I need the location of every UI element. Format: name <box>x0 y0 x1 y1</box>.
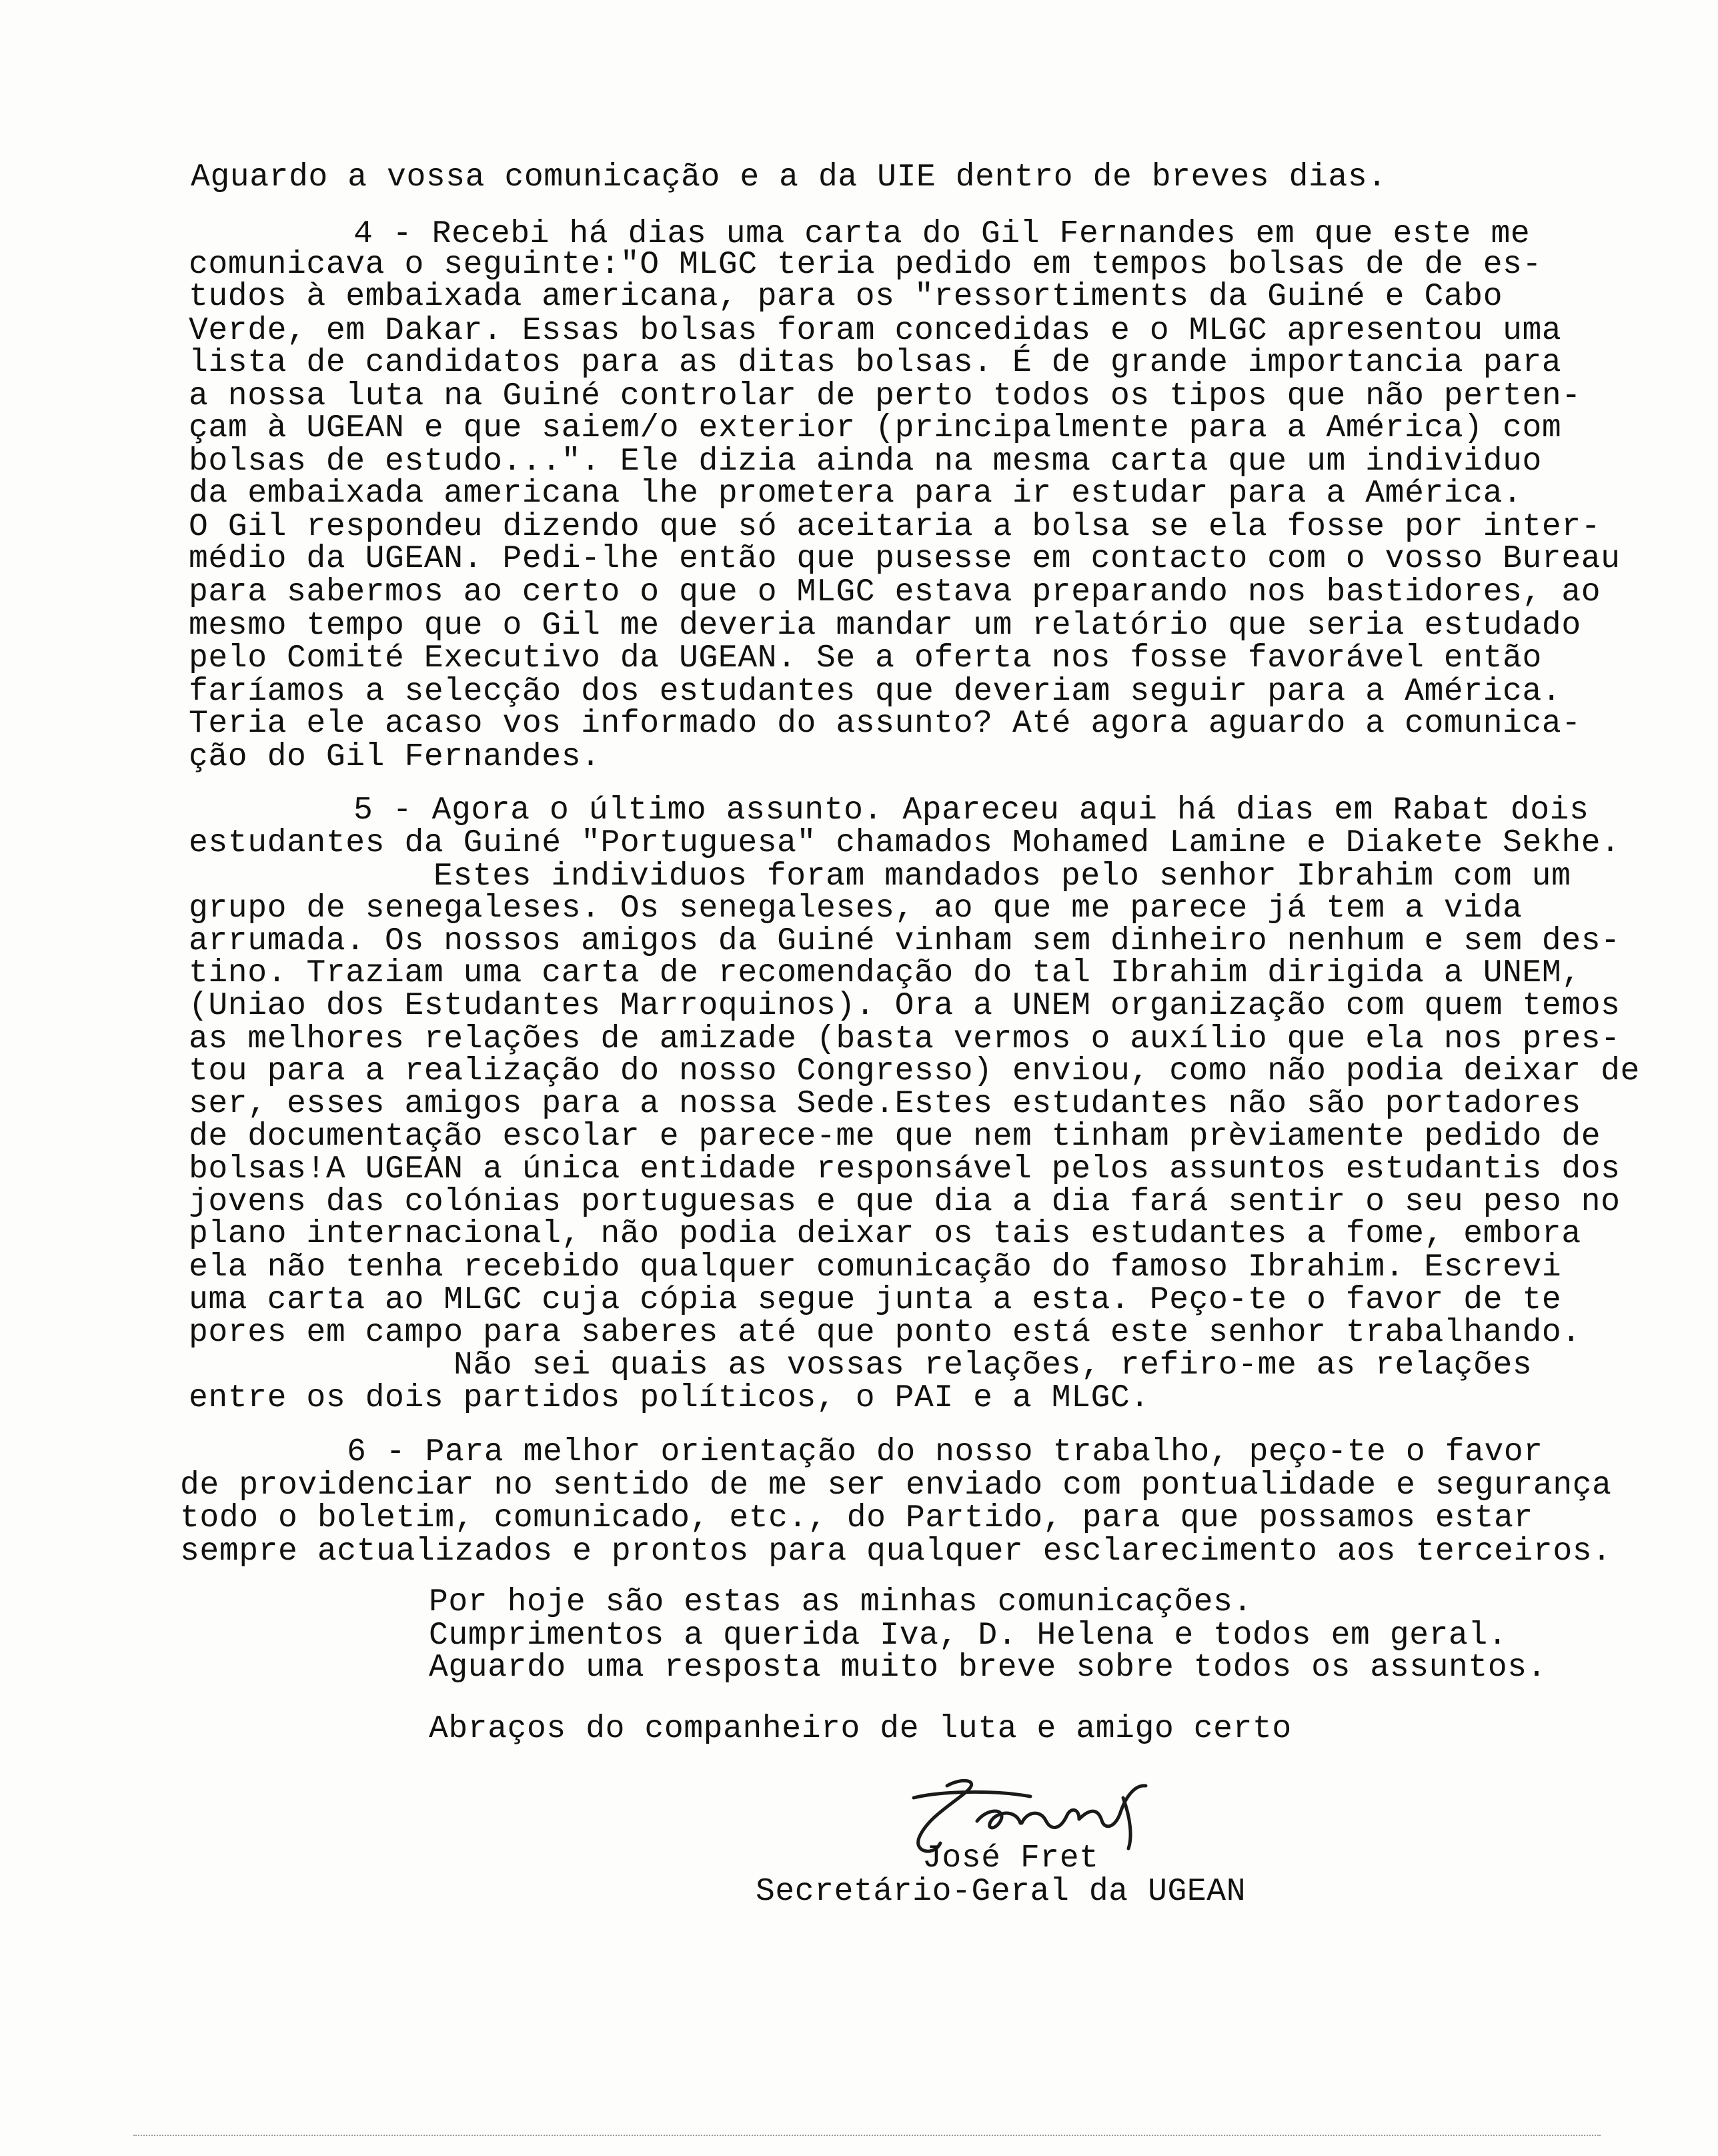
letter-line: jovens das colónias portuguesas e que dia a dia fará sentir o seu peso no <box>189 1184 1621 1220</box>
letter-line: comunicava o seguinte:"O MLGC teria pedido em tempos bolsas de de es- <box>189 247 1542 283</box>
letter-line: tou para a realização do nosso Congresso) enviou, como não podia deixar de <box>189 1053 1640 1089</box>
closing-line: Abraços do companheiro de luta e amigo certo <box>429 1711 1292 1747</box>
letter-line: da embaixada americana lhe prometera para ir estudar para a América. <box>189 476 1523 512</box>
letter-line: entre os dois partidos políticos, o PAI e a MLGC. <box>189 1380 1150 1416</box>
letter-line: çam à UGEAN e que saiem/o exterior (principalmente para a América) com <box>189 410 1562 446</box>
letter-line: bolsas de estudo...". Ele dizia ainda na mesma carta que um individuo <box>189 444 1542 480</box>
letter-line: as melhores relações de amizade (basta vermos o auxílio que ela nos pres- <box>189 1021 1621 1057</box>
signatory-title: Secretário-Geral da UGEAN <box>756 1874 1246 1910</box>
letter-line: uma carta ao MLGC cuja cópia segue junta a esta. Peço-te o favor de te <box>189 1282 1562 1318</box>
letter-line: Aguardo a vossa comunicação e a da UIE dentro de breves dias. <box>191 159 1387 195</box>
letter-line: faríamos a selecção dos estudantes que deveriam seguir para a América. <box>189 674 1562 710</box>
letter-line: plano internacional, não podia deixar os tais estudantes a fome, embora <box>189 1216 1581 1252</box>
letter-line: para sabermos ao certo o que o MLGC estava preparando nos bastidores, ao <box>189 574 1601 610</box>
letter-line: Não sei quais as vossas relações, refiro-me as relações <box>454 1348 1533 1384</box>
letter-line: ela não tenha recebido qualquer comunicação do famoso Ibrahim. Escrevi <box>189 1249 1562 1285</box>
letter-line: Cumprimentos a querida Iva, D. Helena e todos em geral. <box>429 1618 1508 1654</box>
letter-line: Aguardo uma resposta muito breve sobre todos os assuntos. <box>429 1650 1547 1686</box>
letter-line: bolsas!A UGEAN a única entidade responsável pelos assuntos estudantis dos <box>189 1151 1621 1187</box>
letter-line: tino. Traziam uma carta de recomendação do tal Ibrahim dirigida a UNEM, <box>189 955 1581 991</box>
letter-line: todo o boletim, comunicado, etc., do Partido, para que possamos estar <box>180 1500 1533 1536</box>
letter-line: tudos à embaixada americana, para os "ressortiments da Guiné e Cabo <box>189 279 1503 315</box>
letter-line: pelo Comité Executivo da UGEAN. Se a oferta nos fosse favorável então <box>189 640 1542 676</box>
letter-line: Verde, em Dakar. Essas bolsas foram concedidas e o MLGC apresentou uma <box>189 313 1562 349</box>
letter-line: O Gil respondeu dizendo que só aceitaria a bolsa se ela fosse por inter- <box>189 509 1601 545</box>
letter-line: (Uniao dos Estudantes Marroquinos). Ora a UNEM organização com quem temos <box>189 988 1621 1024</box>
letter-line: sempre actualizados e prontos para qualquer esclarecimento aos terceiros. <box>180 1534 1612 1570</box>
letter-line: estudantes da Guiné "Portuguesa" chamados Mohamed Lamine e Diakete Sekhe. <box>189 825 1621 861</box>
letter-line: lista de candidatos para as ditas bolsas. É de grande importancia para <box>189 345 1562 381</box>
letter-line: de providenciar no sentido de me ser enviado com pontualidade e segurança <box>180 1468 1612 1504</box>
letter-line: Estes individuos foram mandados pelo senhor Ibrahim com um <box>434 859 1571 895</box>
letter-line: pores em campo para saberes até que ponto está este senhor trabalhando. <box>189 1315 1581 1351</box>
letter-line: grupo de senegaleses. Os senegaleses, ao que me parece já tem a vida <box>189 891 1523 927</box>
letter-line: 6 - Para melhor orientação do nosso trabalho, peço-te o favor <box>347 1434 1543 1470</box>
letter-line: médio da UGEAN. Pedi-lhe então que pusesse em contacto com o vosso Bureau <box>189 541 1621 577</box>
letter-line: ção do Gil Fernandes. <box>189 739 601 775</box>
letter-line: Teria ele acaso vos informado do assunto? Até agora aguardo a comunica- <box>189 706 1581 742</box>
letter-line: de documentação escolar e parece-me que nem tinham prèviamente pedido de <box>189 1119 1601 1155</box>
letter-line: Por hoje são estas as minhas comunicações. <box>429 1584 1252 1620</box>
letter-line: 4 - Recebi há dias uma carta do Gil Fernandes em que este me <box>353 216 1531 252</box>
letter-line: mesmo tempo que o Gil me deveria mandar um relatório que seria estudado <box>189 608 1581 644</box>
letter-line: ser, esses amigos para a nossa Sede.Estes estudantes não são portadores <box>189 1086 1581 1122</box>
letter-line: arrumada. Os nossos amigos da Guiné vinham sem dinheiro nenhum e sem des- <box>189 923 1621 959</box>
scan-edge-rule <box>133 2135 1601 2137</box>
letter-line: 5 - Agora o último assunto. Apareceu aqui há dias em Rabat dois <box>353 792 1589 829</box>
letter-line: a nossa luta na Guiné controlar de perto todos os tipos que não perten- <box>189 378 1581 414</box>
signatory-name: José Fret <box>922 1840 1099 1876</box>
